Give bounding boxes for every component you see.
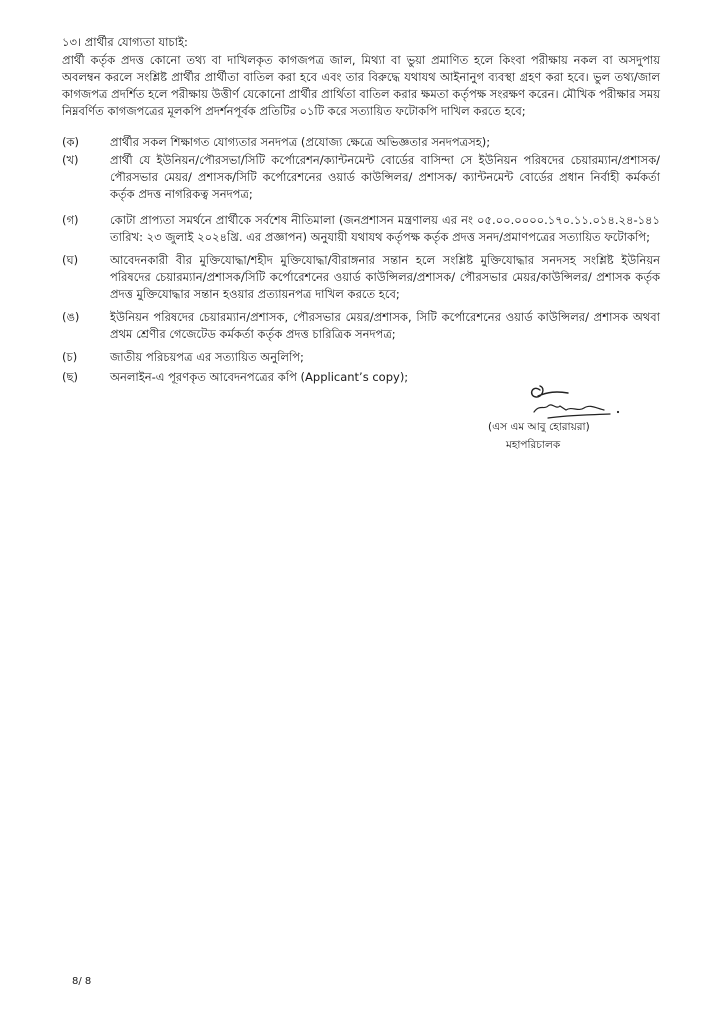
list-item-text: প্রার্থীর সকল শিক্ষাগত যোগ্যতার সনদপত্র (প্রযোজ্য ক্ষেত্রে অভিজ্ঞতার সনদপত্রসহ); — [110, 135, 491, 149]
list-item-text: প্রার্থী যে ইউনিয়ন/পৌরসভা/সিটি কর্পোরেশন/ক্যান্টনমেন্ট বোর্ডের বাসিন্দা সে ইউনিয়ন পরিষদের চেয়ারম্যান/প্রশাসক/পৌরসভার মেয়র/ প্রশাসক/সিটি কর্পোরেশনের ওয়ার্ড কাউন্সিলর/ প্রশাসক/ ক্যান্টনমেন্ট বোর্ডের প্রধান নির্বাহী কর্মকর্তা কর্তৃক প্রদত্ত নাগরিকত্ব সনদপত্র; — [110, 153, 660, 201]
list-item-label: (চ) — [62, 350, 78, 364]
list-item-label: (ছ) — [62, 370, 78, 384]
list-item-text: ইউনিয়ন পরিষদের চেয়ারম্যান/প্রশাসক, পৌরসভার মেয়র/প্রশাসক, সিটি কর্পোরেশনের ওয়ার্ড কাউন্সিলর/ প্রশাসক অথবা প্রথম শ্রেণীর গেজেটেড কর্মকর্তা কর্তৃক প্রদত্ত চারিত্রিক সনদপত্র; — [110, 310, 660, 341]
list-item-label: (ঙ) — [62, 310, 80, 324]
list-item-text: কোটা প্রাপ্যতা সমর্থনে প্রার্থীকে সর্বশেষ নীতিমালা (জনপ্রশাসন মন্ত্রণালয় এর নং ০৫.০০.০০০০.১৭০.১১.০১৪.২৪-১৪১ তারিখ: ২৩ জুলাই ২০২৪খ্রি. এর প্রজ্ঞাপন) অনুযায়ী যথাযথ কর্তৃপক্ষ কর্তৃক প্রদত্ত সনদ/প্রমাণপত্রের সত্যায়িত ফটোকপি; — [110, 213, 660, 244]
list-item-label: (গ) — [62, 213, 79, 227]
intro-paragraph: প্রার্থী কর্তৃক প্রদত্ত কোনো তথ্য বা দাখিলকৃত কাগজপত্র জাল, মিথ্যা বা ভুয়া প্রমাণিত হলে কিংবা পরীক্ষায় নকল বা অসদুপায় অবলম্বন করলে সংশ্লিষ্ট প্রার্থীর প্রার্থীতা বাতিল করা হবে এবং তার বিরুদ্ধে যথাযথ আইনানুগ ব্যবস্থা গ্রহণ করা হবে। ভুল তথ্য/জাল কাগজপত্র প্রদর্শিত হলে পরীক্ষায় উত্তীর্ণ যেকোনো প্রার্থীর প্রার্থিতা বাতিল করার ক্ষমতা কর্তৃপক্ষ সংরক্ষণ করেন। মৌখিক পরীক্ষার সময় নিম্নবর্ণিত কাগজপত্রের মূলকপি প্রদর্শনপূর্বক প্রতিটির ০১টি করে সত্যায়িত ফটোকপি দাখিল করতে হবে; — [62, 53, 660, 118]
signatory-name: (এস এম আবু হোরায়রা) — [488, 421, 590, 433]
list-item-text: আবেদনকারী বীর মুক্তিযোদ্ধা/শহীদ মুক্তিযোদ্ধা/বীরাঙ্গনার সন্তান হলে সংশ্লিষ্ট মুক্তিযোদ্ধার সনদসহ সংশ্লিষ্ট ইউনিয়ন পরিষদের চেয়ারম্যান/প্রশাসক/সিটি কর্পোরেশনের ওয়ার্ড কাউন্সিলর/প্রশাসক/ পৌরসভার মেয়র/কাউন্সিলর/ প্রশাসক কর্তৃক প্রদত্ত মুক্তিযোদ্ধার সন্তান হওয়ার প্রত্যায়নপত্র দাখিল করতে হবে; — [110, 253, 660, 301]
signature-block — [488, 380, 628, 450]
signatory-designation: মহাপরিচালক — [506, 439, 561, 451]
list-item-label: (ঘ) — [62, 253, 79, 267]
list-item-label: (ক) — [62, 135, 80, 149]
page-number: 8/ 8 — [72, 976, 92, 987]
list-item-text: জাতীয় পরিচয়পত্র এর সত্যায়িত অনুলিপি; — [110, 350, 304, 364]
list-item-label: (খ) — [62, 153, 79, 167]
list-item-text: অনলাইন-এ পূরণকৃত আবেদনপত্রের কপি (Applicant’s copy); — [110, 370, 409, 384]
handwritten-signature — [488, 380, 628, 420]
section-heading: ১৩। প্রার্থীর যোগ্যতা যাচাই: — [62, 35, 188, 49]
